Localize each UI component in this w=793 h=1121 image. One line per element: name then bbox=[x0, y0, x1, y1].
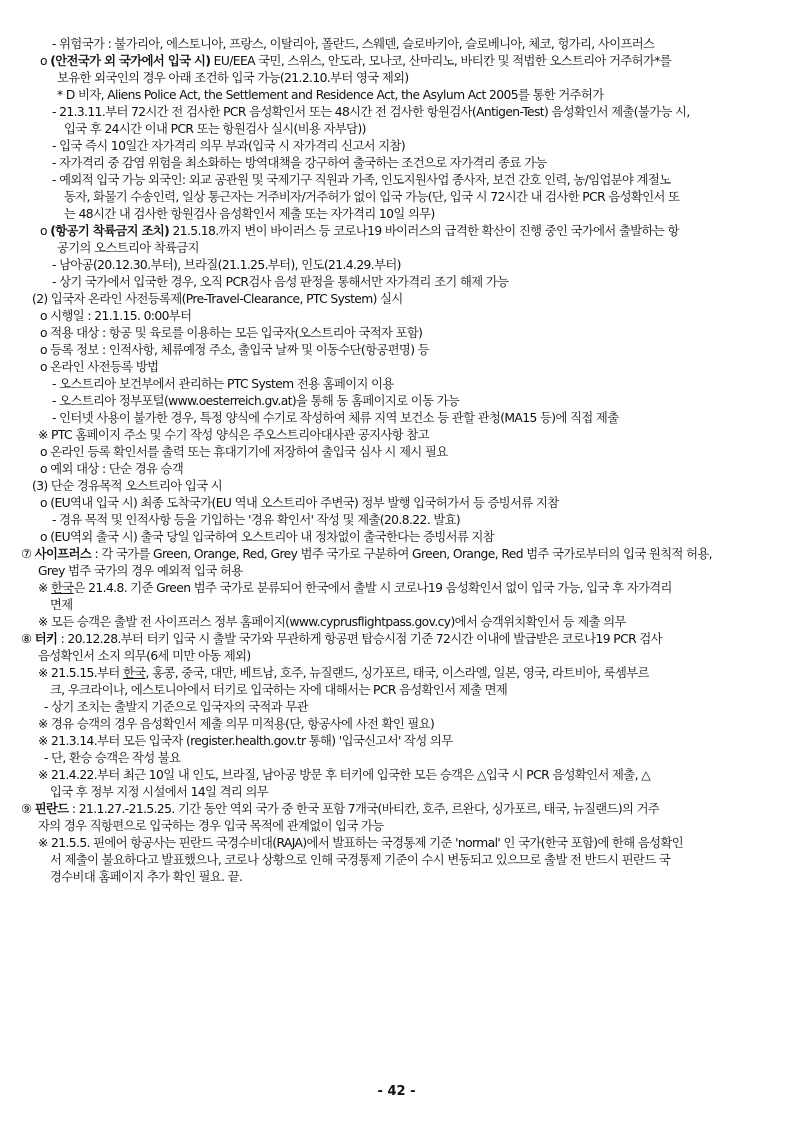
text-line: 서 제출이 불요하다고 발표했으나, 코로나 상황으로 인해 국경통제 기준이 수시 변동되고 있으므로 출발 전 반드시 핀란드 국 bbox=[50, 853, 671, 867]
text-line: - 상기 조치는 출발지 기준으로 입국자의 국적과 무관 bbox=[44, 700, 308, 714]
text-line: ο (EU역외 출국 시) 출국 당일 입국하여 오스트리아 내 정차없이 출국한다는 증빙서류 지참 bbox=[40, 530, 495, 544]
text-line: - 경유 목적 및 인적사항 등을 기입하는 '경유 확인서' 작성 및 제출(20.8.22. 발효) bbox=[52, 513, 461, 527]
text-line: ⑨ 핀란드 : 21.1.27.-21.5.25. 기간 동안 역외 국가 중 한국 포함 7개국(바티칸, 호주, 르완다, 싱가포르, 태국, 뉴질랜드)의 거주 bbox=[21, 802, 660, 816]
text-line: - 위험국가 : 불가리아, 에스토니아, 프랑스, 이탈리아, 폴란드, 스웨덴, 슬로바키아, 슬로베니아, 체코, 헝가리, 사이프러스 bbox=[52, 37, 655, 51]
text-line: 입국 후 정부 지정 시설에서 14일 격리 의무 bbox=[50, 785, 269, 799]
section-heading: (3) 단순 경유목적 오스트리아 입국 시 bbox=[32, 479, 223, 493]
text-line: ※ PTC 홈페이지 주소 및 수기 작성 양식은 주오스트리아대사관 공지사항 참고 bbox=[38, 428, 429, 442]
text-line: - 상기 국가에서 입국한 경우, 오직 PCR검사 음성 판정을 통해서만 자가격리 조기 해제 가능 bbox=[52, 275, 509, 289]
page-number: - 42 - bbox=[377, 1084, 416, 1099]
text-line: 보유한 외국인의 경우 아래 조건하 입국 가능(21.2.10.부터 영국 제외) bbox=[57, 71, 409, 85]
text-line: 공기의 오스트리아 착륙금지 bbox=[57, 241, 199, 255]
text-line: 면제 bbox=[50, 598, 73, 612]
text-line: ο 등록 정보 : 인적사항, 체류예정 주소, 출입국 날짜 및 이동수단(항공편명) 등 bbox=[40, 343, 429, 357]
text-line: ο 온라인 등록 확인서를 출력 또는 휴대기기에 저장하여 출입국 심사 시 제시 필요 bbox=[40, 445, 448, 459]
text-line: 자의 경우 직항편으로 입국하는 경우 입국 목적에 관계없이 입국 가능 bbox=[38, 819, 384, 833]
text-line: ο (안전국가 외 국가에서 입국 시) EU/EEA 국민, 스위스, 안도라, 모나코, 산마리노, 바티칸 및 적법한 오스트리아 거주허가*를 bbox=[40, 54, 672, 68]
text-line: * D 비자, Aliens Police Act, the Settlement and Residence Act, the Asylum Act 2005를 통한 거주허가 bbox=[57, 88, 604, 102]
text-line: - 인터넷 사용이 불가한 경우, 특정 양식에 수기로 작성하여 체류 지역 보건소 등 관할 관청(MA15 등)에 직접 제출 bbox=[52, 411, 619, 425]
text-line: 경수비대 홈페이지 추가 확인 필요. 끝. bbox=[50, 870, 243, 884]
text-line: 는 48시간 내 검사한 항원검사 음성확인서 제출 또는 자가격리 10일 의무) bbox=[64, 207, 435, 221]
text-line: ο 시행일 : 21.1.15. 0:00부터 bbox=[40, 309, 192, 323]
text-line: ο (EU역내 입국 시) 최종 도착국가(EU 역내 오스트리아 주변국) 정부 발행 입국허가서 등 증빙서류 지참 bbox=[40, 496, 559, 510]
text-line: ο 적용 대상 : 항공 및 육로를 이용하는 모든 입국자(오스트리아 국적자 포함) bbox=[40, 326, 423, 340]
text-line: - 남아공(20.12.30.부터), 브라질(21.1.25.부터), 인도(21.4.29.부터) bbox=[52, 258, 401, 272]
text-line: ※ 21.5.5. 핀에어 항공사는 핀란드 국경수비대(RAJA)에서 발표하는 국경통제 기준 'normal' 인 국가(한국 포함)에 한해 음성확인 bbox=[38, 836, 684, 850]
text-line: ⑦ 사이프러스 : 각 국가를 Green, Orange, Red, Grey 범주 국가로 구분하여 Green, Orange, Red 범주 국가로부터의 입국 원칙적 허용, bbox=[21, 547, 712, 561]
text-line: ※ 경유 승객의 경우 음성확인서 제출 의무 미적용(단, 항공사에 사전 확인 필요) bbox=[38, 717, 435, 731]
text-line: ※ 21.3.14.부터 모든 입국자 (register.health.gov.tr 통해) '입국신고서' 작성 의무 bbox=[38, 734, 453, 748]
text-line: ο 온라인 사전등록 방법 bbox=[40, 360, 159, 374]
text-line: ο (항공기 착륙금지 조치) 21.5.18.까지 변이 바이러스 등 코로나19 바이러스의 급격한 확산이 진행 중인 국가에서 출발하는 항 bbox=[40, 224, 679, 238]
text-line: - 예외적 입국 가능 외국인: 외교 공관원 및 국제기구 직원과 가족, 인도지원사업 종사자, 보건 간호 인력, 농/임업분야 계절노 bbox=[52, 173, 671, 187]
section-heading: (2) 입국자 온라인 사전등록제(Pre-Travel-Clearance, PTC System) 실시 bbox=[32, 292, 403, 306]
text-line: 입국 후 24시간 이내 PCR 또는 항원검사 실시(비용 자부담)) bbox=[64, 122, 366, 136]
text-line: - 오스트리아 정부포털(www.oesterreich.gv.at)을 통해 동 홈페이지로 이동 가능 bbox=[52, 394, 460, 408]
text-line: ⑧ 터키 : 20.12.28.부터 터키 입국 시 출발 국가와 무관하게 항공편 탑승시점 기준 72시간 이내에 발급받은 코로나19 PCR 검사 bbox=[21, 632, 662, 646]
text-line: - 입국 즉시 10일간 자가격리 의무 부과(입국 시 자가격리 신고서 지참) bbox=[52, 139, 406, 153]
text-line: 음성확인서 소지 의무(6세 미만 아동 제외) bbox=[38, 649, 251, 663]
text-line: ο 예외 대상 : 단순 경유 승객 bbox=[40, 462, 184, 476]
text-line: - 오스트리아 보건부에서 관리하는 PTC System 전용 홈페이지 이용 bbox=[52, 377, 394, 391]
text-line: - 단, 환승 승객은 작성 불요 bbox=[44, 751, 181, 765]
text-line: 동자, 화물기 수송인력, 일상 통근자는 거주비자/거주허가 없이 입국 가능(단, 입국 시 72시간 내 검사한 PCR 음성확인서 또 bbox=[64, 190, 680, 204]
text-line: - 21.3.11.부터 72시간 전 검사한 PCR 음성확인서 또는 48시간 전 검사한 항원검사(Antigen-Test) 음성확인서 제출(불가능 시, bbox=[52, 105, 690, 119]
text-line: Grey 범주 국가의 경우 예외적 입국 허용 bbox=[38, 564, 243, 578]
text-line: ※ 21.5.15.부터 한국, 홍콩, 중국, 대만, 베트남, 호주, 뉴질랜드, 싱가포르, 태국, 이스라엘, 일본, 영국, 라트비아, 룩셈부르 bbox=[38, 666, 649, 680]
text-line: 크, 우크라이나, 에스토니아에서 터키로 입국하는 자에 대해서는 PCR 음성확인서 제출 면제 bbox=[50, 683, 508, 697]
text-line: ※ 모든 승객은 출발 전 사이프러스 정부 홈페이지(www.cyprusflightpass.gov.cy)에서 승객위치확인서 등 제출 의무 bbox=[38, 615, 626, 629]
text-line: - 자가격리 중 감염 위험을 최소화하는 방역대책을 강구하여 출국하는 조건으로 자가격리 종료 가능 bbox=[52, 156, 547, 170]
text-line: ※ 한국은 21.4.8. 기준 Green 범주 국가로 분류되어 한국에서 출발 시 코로나19 음성확인서 없이 입국 가능, 입국 후 자가격리 bbox=[38, 581, 672, 595]
text-line: ※ 21.4.22.부터 최근 10일 내 인도, 브라질, 남아공 방문 후 터키에 입국한 모든 승객은 △입국 시 PCR 음성확인서 제출, △ bbox=[38, 768, 651, 782]
